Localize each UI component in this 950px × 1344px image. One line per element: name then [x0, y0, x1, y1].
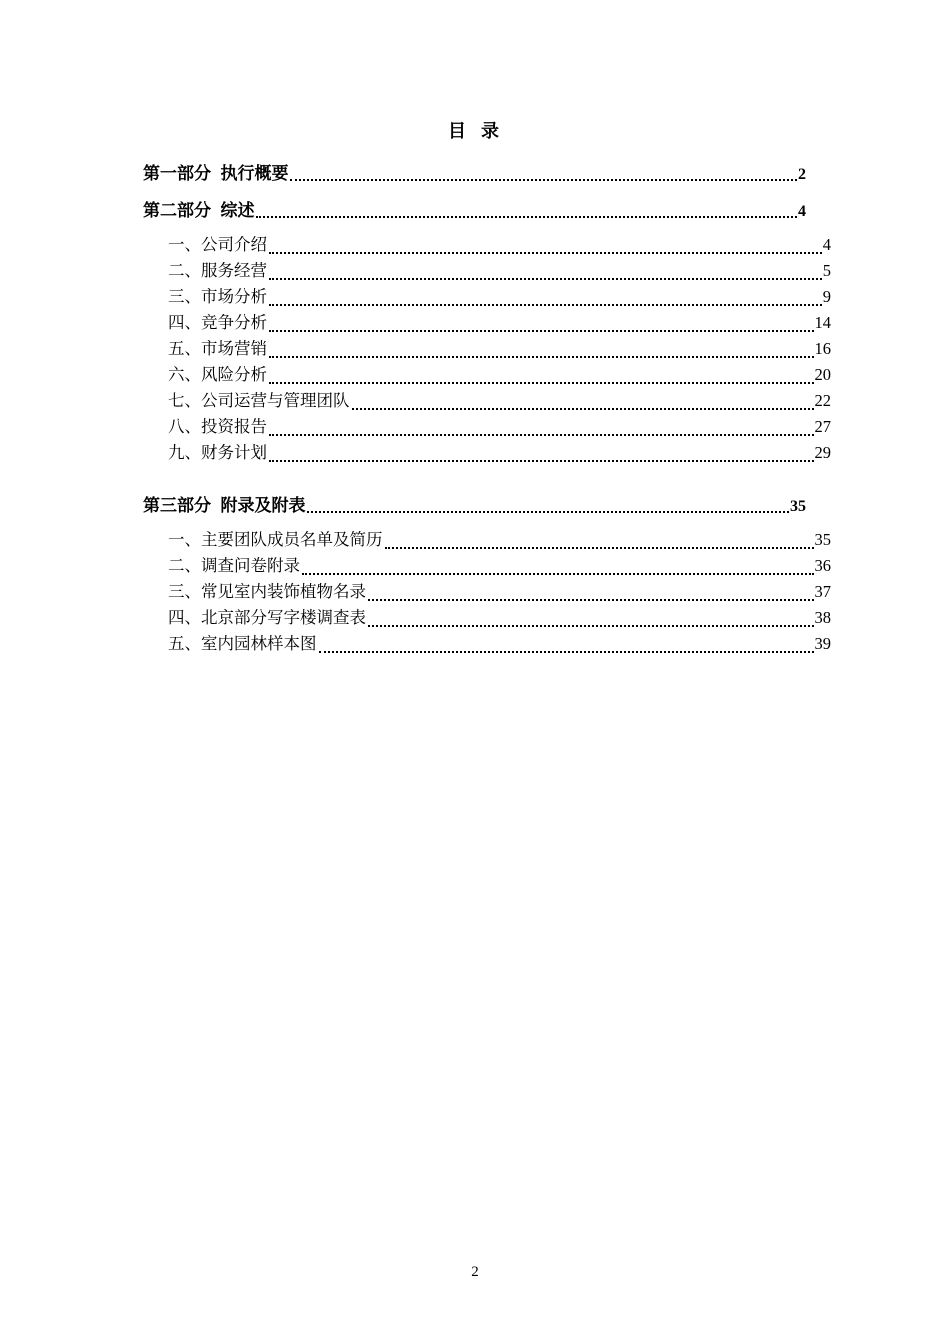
toc-entry-label: 二、服务经营 — [168, 261, 267, 280]
toc-entry-page-number: 39 — [814, 634, 831, 653]
toc-entry-page-number: 9 — [822, 287, 831, 306]
page-footer — [0, 1264, 950, 1281]
dot-leader — [269, 434, 814, 436]
toc-entry-label: 一、公司介绍 — [168, 235, 267, 254]
footer-page-number: 2 — [471, 1264, 479, 1280]
dot-leader — [256, 216, 797, 218]
toc-entry-label: 五、室内园林样本图 — [168, 634, 317, 653]
toc-entry[interactable] — [143, 310, 831, 336]
toc-entry-page-number: 36 — [814, 556, 831, 575]
toc-entry-label: 一、主要团队成员名单及简历 — [168, 530, 383, 549]
dot-leader — [269, 278, 822, 280]
dot-leader — [307, 511, 789, 513]
toc-title: 目 录 — [448, 121, 501, 141]
dot-leader — [269, 460, 814, 462]
dot-leader — [368, 599, 814, 601]
dot-leader — [302, 573, 814, 575]
toc-entry[interactable] — [143, 496, 806, 517]
dot-leader — [368, 625, 814, 627]
toc-entry[interactable] — [143, 258, 831, 284]
toc-entry-label: 九、财务计划 — [168, 443, 267, 462]
toc-entry-page-number: 5 — [822, 261, 831, 280]
toc-entry[interactable] — [143, 362, 831, 388]
toc-entry-label: 四、竞争分析 — [168, 313, 267, 332]
dot-leader — [269, 252, 822, 254]
toc-entry-label: 三、常见室内装饰植物名录 — [168, 582, 366, 601]
dot-leader — [385, 547, 814, 549]
toc-entry-page-number: 29 — [814, 443, 831, 462]
toc-entry[interactable] — [143, 164, 806, 185]
toc-entry[interactable] — [143, 527, 831, 553]
dot-leader — [269, 382, 814, 384]
toc-entry-label: 第二部分 综述 — [143, 201, 255, 220]
toc-content — [143, 0, 831, 657]
toc-entry[interactable] — [143, 631, 831, 657]
toc-entry[interactable] — [143, 553, 831, 579]
toc-entry[interactable] — [143, 579, 831, 605]
toc-entry-label: 五、市场营销 — [168, 339, 267, 358]
dot-leader — [269, 330, 814, 332]
toc-entry[interactable] — [143, 232, 831, 258]
toc-entry-label: 第三部分 附录及附表 — [143, 496, 306, 515]
toc-entry-label: 六、风险分析 — [168, 365, 267, 384]
toc-entry[interactable] — [143, 440, 831, 466]
dot-leader — [319, 651, 814, 653]
toc-entry-label: 三、市场分析 — [168, 287, 267, 306]
toc-entry-label: 四、北京部分写字楼调查表 — [168, 608, 366, 627]
toc — [143, 164, 831, 657]
toc-entry-page-number: 16 — [814, 339, 831, 358]
dot-leader — [269, 356, 814, 358]
toc-entry-label: 第一部分 执行概要 — [143, 164, 289, 183]
toc-entry-label: 二、调查问卷附录 — [168, 556, 300, 575]
toc-entry-page-number: 37 — [814, 582, 831, 601]
toc-entry-page-number: 35 — [814, 530, 831, 549]
toc-entry[interactable] — [143, 605, 831, 631]
toc-entry-page-number: 2 — [798, 166, 806, 183]
dot-leader — [269, 304, 822, 306]
toc-entry-label: 七、公司运营与管理团队 — [168, 391, 350, 410]
toc-entry-page-number: 22 — [814, 391, 831, 410]
dot-leader — [290, 179, 797, 181]
dot-leader — [352, 408, 814, 410]
toc-entry-page-number: 38 — [814, 608, 831, 627]
toc-entry[interactable] — [143, 388, 831, 414]
toc-entry[interactable] — [143, 414, 831, 440]
toc-entry[interactable] — [143, 284, 831, 310]
toc-entry-label: 八、投资报告 — [168, 417, 267, 436]
toc-entry-page-number: 4 — [798, 203, 806, 220]
toc-entry-page-number: 20 — [814, 365, 831, 384]
toc-entry[interactable] — [143, 201, 806, 222]
toc-entry[interactable] — [143, 336, 831, 362]
toc-entry-page-number: 35 — [790, 498, 806, 515]
toc-entry-page-number: 14 — [814, 313, 831, 332]
toc-entry-page-number: 4 — [822, 235, 831, 254]
toc-entry-page-number: 27 — [814, 417, 831, 436]
